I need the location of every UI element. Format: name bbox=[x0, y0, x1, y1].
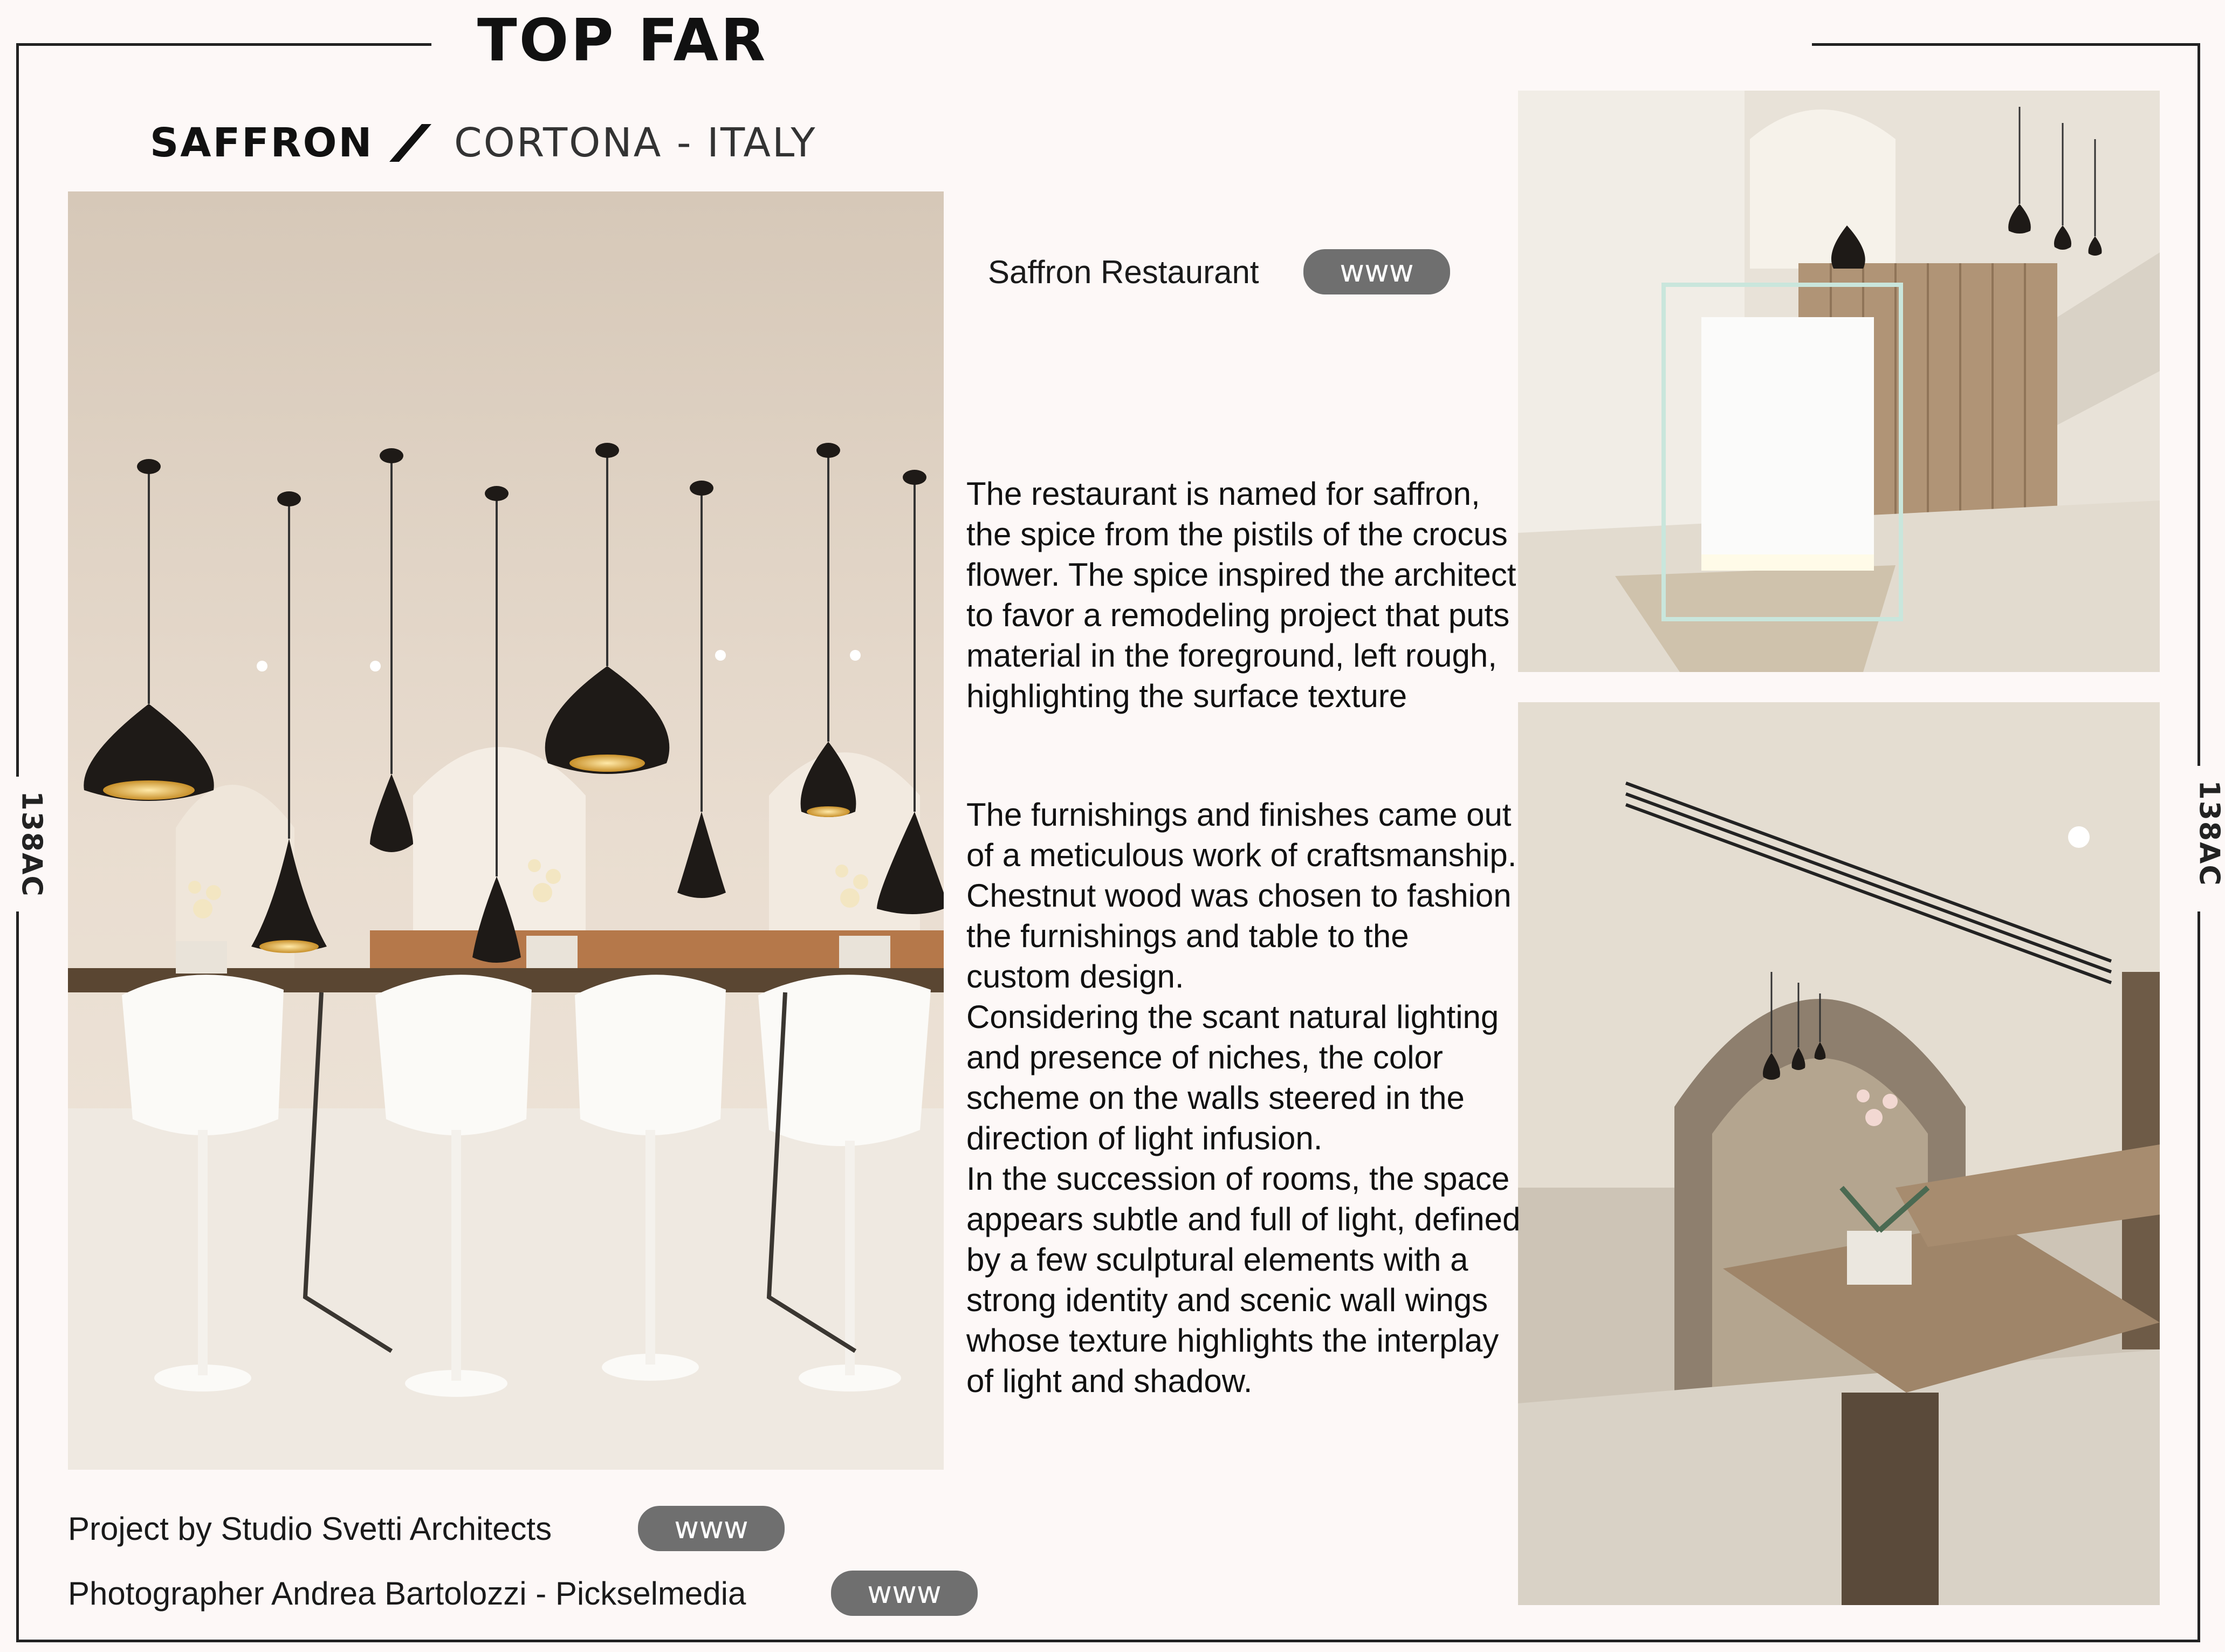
side-label-right: 138AC bbox=[2193, 780, 2225, 887]
description-paragraph: Chestnut wood was chosen to fashion the furnishings and table to the custom design. bbox=[966, 878, 1512, 995]
photo-reception-counter bbox=[1518, 91, 2160, 672]
frame-right-lower bbox=[2197, 911, 2200, 1642]
side-label-left: 138AC bbox=[15, 791, 48, 897]
frame-bottom bbox=[16, 1640, 2200, 1642]
description-paragraph: Considering the scant natural lighting and presence of niches, the color scheme on the walls steered in the direction of light infusion. bbox=[966, 999, 1499, 1156]
architect-website-button[interactable]: www bbox=[638, 1506, 785, 1551]
project-name: SAFFRON bbox=[150, 120, 374, 166]
restaurant-name: Saffron Restaurant bbox=[988, 254, 1259, 290]
photographer-credit: Photographer Andrea Bartolozzi - Pickselmedia bbox=[68, 1575, 746, 1612]
description-body bbox=[966, 794, 1522, 1401]
restaurant-website-button[interactable]: www bbox=[1303, 249, 1450, 294]
frame-left-upper bbox=[16, 43, 19, 777]
magazine-section-title: TOP FAR bbox=[477, 7, 768, 74]
description-paragraph: In the succession of rooms, the space appears subtle and full of light, defined by a few sculptural elements with a strong identity and scenic wall wings whose texture highlights the interplay of light and shadow. bbox=[966, 1161, 1521, 1399]
description-paragraph: The furnishings and finishes came out of a meticulous work of craftsmanship. bbox=[966, 797, 1517, 873]
slash-divider bbox=[389, 119, 432, 167]
frame-right-upper bbox=[2197, 43, 2200, 766]
main-photo-dining-room bbox=[68, 191, 944, 1470]
description-intro: The restaurant is named for saffron, the spice from the pistils of the crocus flower. The spice inspired the architect to favor a remodeling project that puts material in the foreground, left rough, highlighting the surface texture bbox=[966, 476, 1516, 714]
photographer-website-button[interactable]: www bbox=[831, 1571, 978, 1616]
frame-top-left bbox=[16, 43, 431, 46]
photo-arched-dining-room bbox=[1518, 702, 2160, 1605]
project-credit: Project by Studio Svetti Architects bbox=[68, 1511, 552, 1547]
frame-left-lower bbox=[16, 911, 19, 1642]
frame-top-right bbox=[1812, 43, 2200, 46]
project-location: CORTONA - ITALY bbox=[454, 120, 817, 166]
